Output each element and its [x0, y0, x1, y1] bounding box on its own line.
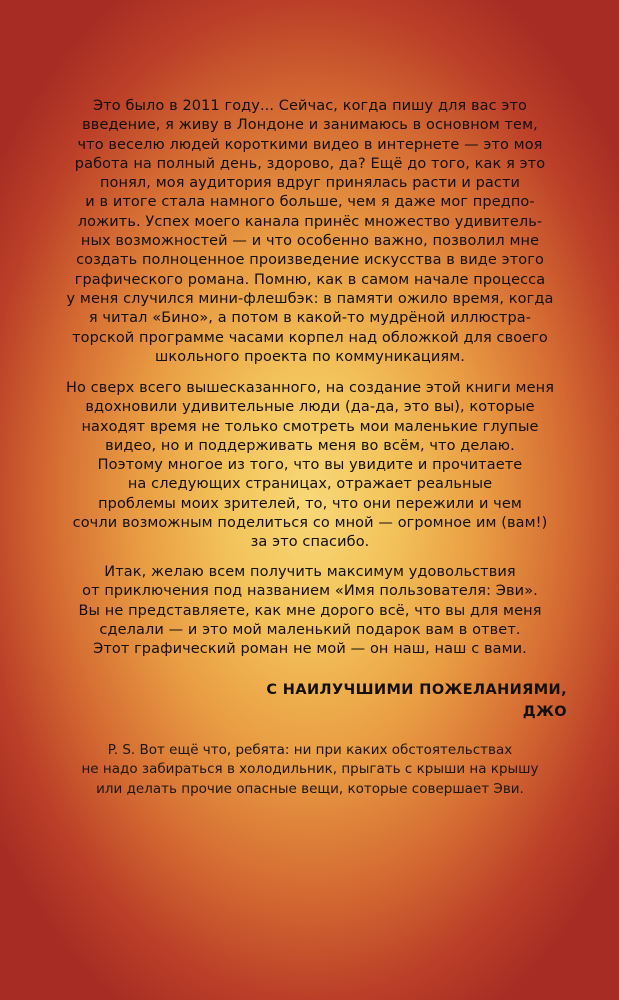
text-line: введение, я живу в Лондоне и занимаюсь в основном тем,: [82, 117, 538, 134]
text-line: что веселю людей короткими видео в интернете — это моя: [77, 136, 543, 153]
text-line: от приключения под названием «Имя пользователя: Эви».: [82, 583, 538, 600]
intro-paragraph-3: [60, 563, 560, 659]
text-line: находят время не только смотреть мои маленькие глупые: [81, 418, 539, 435]
text-line: у меня случился мини-флешбэк: в памяти ожило время, когда: [66, 290, 554, 307]
text-line: сделали — и это мой маленький подарок вам в ответ.: [99, 621, 521, 638]
text-line: Вы не представляете, как мне дорого всё, что вы для меня: [78, 602, 542, 619]
text-line: школьного проекта по коммуникациям.: [155, 348, 465, 365]
text-line: вдохновили удивительные люди (да-да, это вы), которые: [85, 399, 535, 416]
postscript-line: или делать прочие опасные вещи, которые совершает Эви.: [96, 780, 524, 797]
signoff-greeting: С НАИЛУЧШИМИ ПОЖЕЛАНИЯМИ,: [266, 682, 567, 698]
text-line: Поэтому многое из того, что вы увидите и прочитаете: [97, 457, 523, 474]
text-line: ных возможностей — и что особенно важно, позволил мне: [80, 233, 540, 250]
text-line: Это было в 2011 году... Сейчас, когда пишу для вас это: [93, 98, 527, 114]
text-line: я читал «Бино», а потом в какой-то мудрёной иллюстра-: [88, 310, 532, 327]
text-line: создать полноценное произведение искусства в виде этого: [76, 252, 544, 269]
intro-paragraph-1: [60, 97, 560, 367]
text-line: и в итоге стала намного больше, чем я даже мог предпо-: [85, 194, 535, 211]
signoff-author: ДЖО: [522, 704, 567, 720]
postscript-line: не надо забираться в холодильник, прыгать с крыши на крышу: [81, 761, 539, 778]
intro-paragraph-2: [60, 379, 560, 553]
text-line: Этот графический роман не мой — он наш, наш с вами.: [93, 641, 527, 658]
text-line: работа на полный день, здорово, да? Ещё до того, как я это: [74, 155, 546, 172]
text-line: Но сверх всего вышесказанного, на создание этой книги меня: [65, 380, 555, 396]
text-line: за это спасибо.: [250, 534, 370, 551]
text-line: торской программе часами корпел над обложкой для своего: [72, 329, 548, 346]
text-line: сочли возможным поделиться со мной — огромное им (вам!): [72, 515, 548, 532]
text-line: проблемы моих зрителей, то, что они пережили и чем: [98, 495, 522, 512]
text-line: графического романа. Помню, как в самом начале процесса: [74, 271, 546, 288]
text-line: понял, моя аудитория вдруг принялась расти и расти: [99, 175, 521, 192]
text-line: ложить. Успех моего канала принёс множество удивитель-: [77, 213, 543, 230]
text-line: Итак, желаю всем получить максимум удовольствия: [104, 564, 516, 580]
postscript: [70, 741, 550, 799]
text-line: видео, но и поддерживать меня во всём, что делаю.: [105, 437, 515, 454]
postscript-line: P. S. Вот ещё что, ребята: ни при каких обстоятельствах: [107, 742, 513, 758]
text-line: на следующих страницах, отражает реальные: [127, 476, 493, 493]
